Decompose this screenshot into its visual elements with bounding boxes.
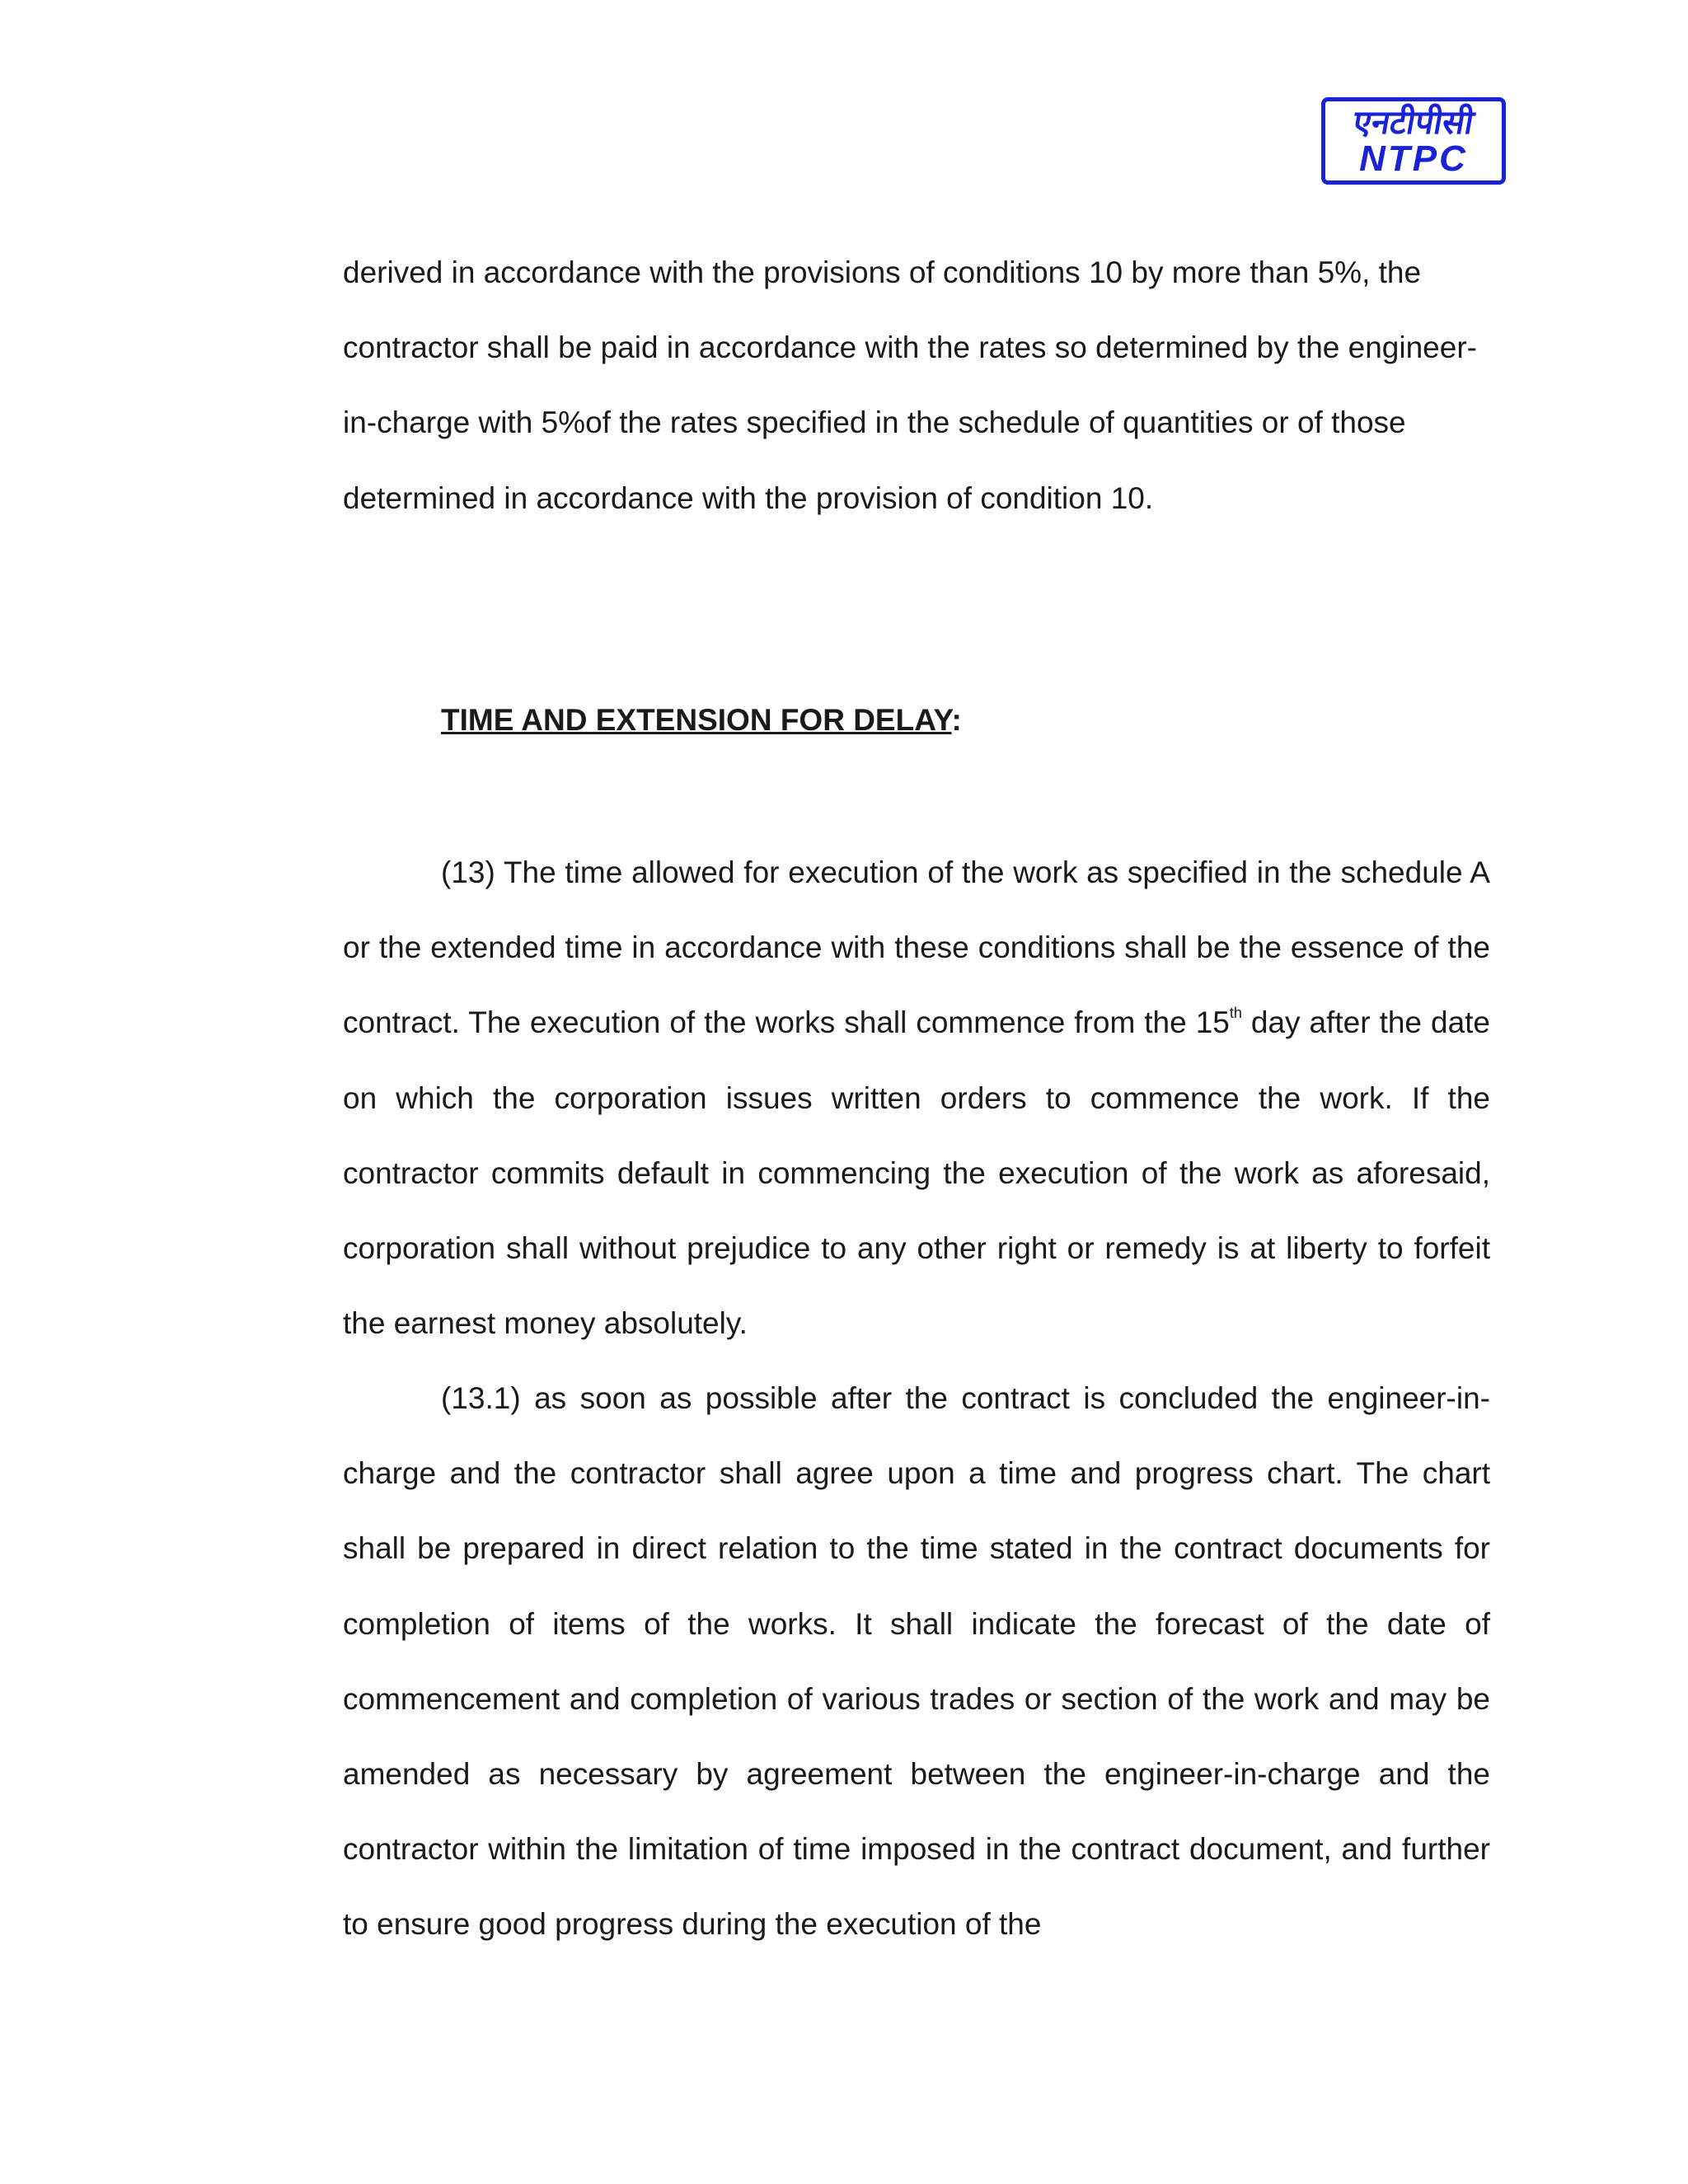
paragraph-clause-13 (343, 835, 1490, 1361)
ntpc-logo (1321, 97, 1506, 185)
clause-13-text-end: day after the date on which the corporation issues written orders to commence the work. If the contractor commits default in commencing the execution of the work as aforesaid, corporation shall without prejudice to any other right or remedy is at liberty to forfeit the earnest money absolutely. (343, 1005, 1491, 1341)
section-heading-colon: : (951, 703, 962, 737)
paragraph-clause-13-1: (13.1) as soon as possible after the contract is concluded the engineer-in-charge and the contractor shall agree upon a time and progress chart. The chart shall be prepared in direct relation to the time stated in the contract documents for completion of items of the works. It shall indicate the forecast of the date of commencement and completion of various trades or section of the work and may be amended as necessary by agreement between the engineer-in-charge and the contractor within the limitation of time imposed in the contract document, and further to ensure good progress during the execution of the (343, 1381, 1490, 1942)
paragraph-continuation: derived in accordance with the provisions of conditions 10 by more than 5%, the contractor shall be paid in accordance with the rates so determined by the engineer-in-charge with 5%of the rates specified in the schedule of quantities or of those determined in accordance with the provision of condition 10. (343, 255, 1477, 515)
logo-hindi-text: एनटीपीसी (1350, 104, 1477, 142)
clause-13-text-start: (13) The time allowed for execution of the work as specified in the schedule A or the extended time in accordance with these conditions shall be the essence of the contract. The execution of the works shall commence from the 15 (343, 855, 1490, 1040)
section-heading-text: TIME AND EXTENSION FOR DELAY (441, 703, 952, 737)
logo-latin-text: NTPC (1359, 138, 1468, 179)
section-heading (441, 699, 962, 742)
ordinal-superscript: th (1229, 1005, 1242, 1022)
